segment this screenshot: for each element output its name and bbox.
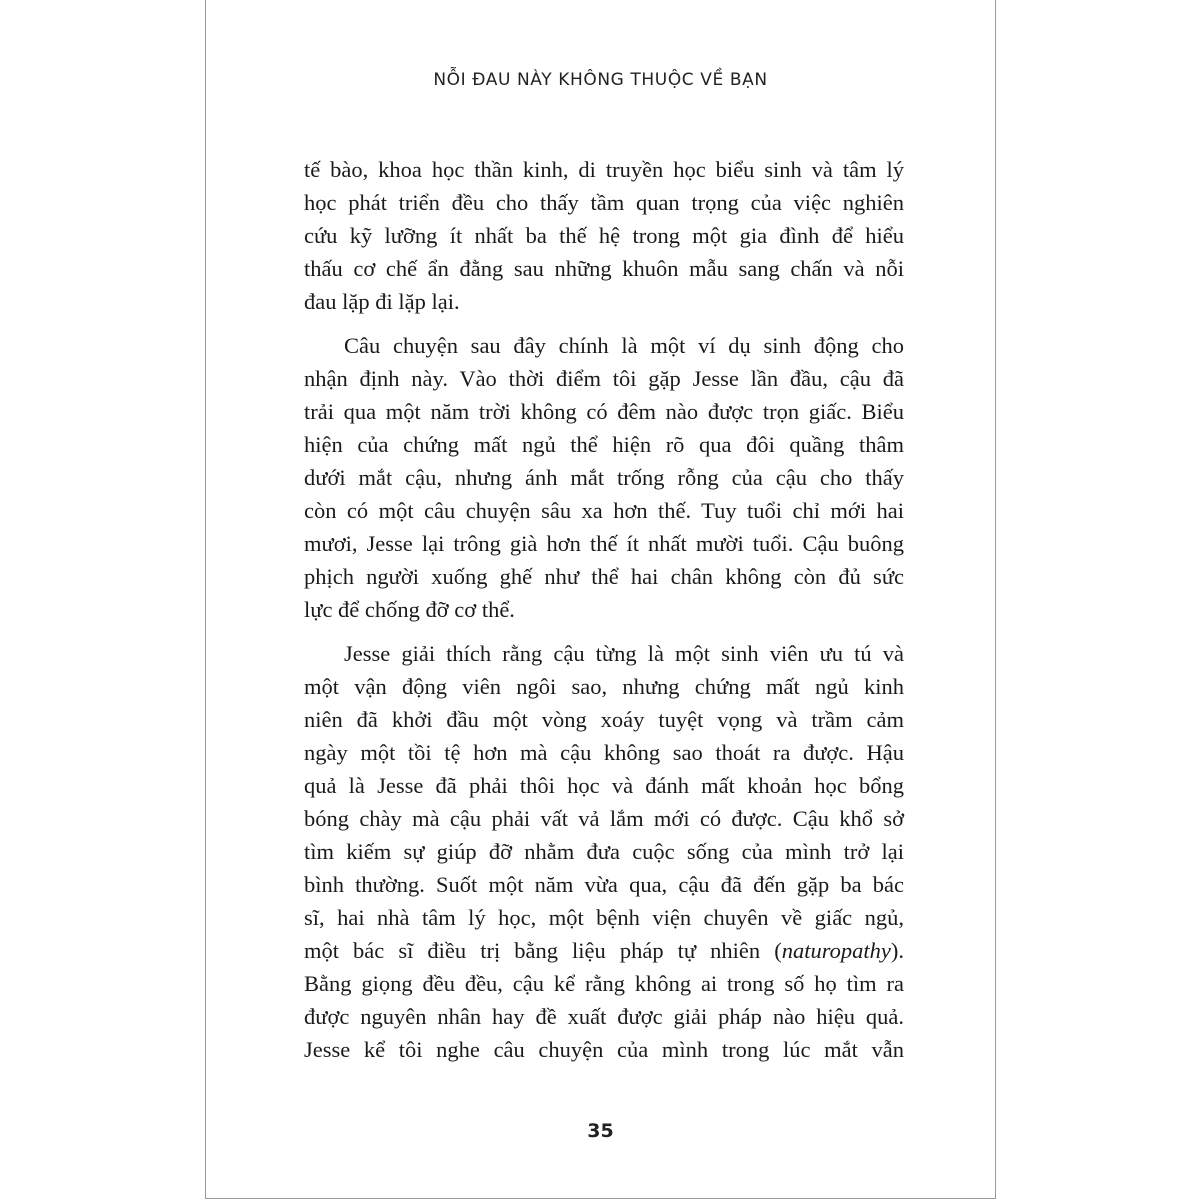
paragraph-2 xyxy=(304,329,904,626)
text-line: trải qua một năm trời không có đêm nào được trọn giấc. Biểu xyxy=(304,399,904,424)
text-line: mươi, Jesse lại trông già hơn thế ít nhất mười tuổi. Cậu buông xyxy=(304,531,904,556)
text-line: Jesse giải thích rằng cậu từng là một sinh viên ưu tú và xyxy=(344,641,904,666)
text-line: hiện của chứng mất ngủ thể hiện rõ qua đôi quầng thâm xyxy=(304,432,904,457)
text-line: học phát triển đều cho thấy tầm quan trọng của việc nghiên xyxy=(304,190,904,215)
text-line: Bằng giọng đều đều, cậu kể rằng không ai trong số họ tìm ra xyxy=(304,971,904,996)
paragraph-3 xyxy=(304,637,904,1066)
text-segment: ). xyxy=(890,938,904,963)
text-line: được nguyên nhân hay đề xuất được giải pháp nào hiệu quả. xyxy=(304,1004,904,1029)
text-line: tìm kiếm sự giúp đỡ nhằm đưa cuộc sống của mình trở lại xyxy=(304,839,904,864)
text-line: ngày một tồi tệ hơn mà cậu không sao thoát ra được. Hậu xyxy=(304,740,904,765)
page-number: 35 xyxy=(587,1120,614,1142)
text-line: phịch người xuống ghế như thể hai chân không còn đủ sức xyxy=(304,564,904,589)
text-line: tế bào, khoa học thần kinh, di truyền học biểu sinh và tâm lý xyxy=(304,157,904,182)
text-line: một vận động viên ngôi sao, nhưng chứng mất ngủ kinh xyxy=(304,674,904,699)
text-line: đau lặp đi lặp lại. xyxy=(304,289,460,314)
text-line: bình thường. Suốt một năm vừa qua, cậu đã đến gặp ba bác xyxy=(304,872,904,897)
text-line: nhận định này. Vào thời điểm tôi gặp Jesse lần đầu, cậu đã xyxy=(304,366,904,391)
text-line: Câu chuyện sau đây chính là một ví dụ sinh động cho xyxy=(344,333,904,358)
text-line: niên đã khởi đầu một vòng xoáy tuyệt vọng và trầm cảm xyxy=(304,707,904,732)
text-line: thấu cơ chế ẩn đằng sau những khuôn mẫu sang chấn và nỗi xyxy=(304,256,904,281)
text-line: sĩ, hai nhà tâm lý học, một bệnh viện chuyên về giấc ngủ, xyxy=(304,905,904,930)
text-line-with-italic xyxy=(304,934,904,967)
text-segment: một bác sĩ điều trị bằng liệu pháp tự nhiên ( xyxy=(304,938,782,963)
book-page xyxy=(205,0,996,1199)
text-line: còn có một câu chuyện sâu xa hơn thế. Tuy tuổi chỉ mới hai xyxy=(304,498,904,523)
text-line: Jesse kể tôi nghe câu chuyện của mình trong lúc mắt vẫn xyxy=(304,1037,904,1062)
text-line: bóng chày mà cậu phải vất vả lắm mới có được. Cậu khổ sở xyxy=(304,806,904,831)
running-header: NỖI ĐAU NÀY KHÔNG THUỘC VỀ BẠN xyxy=(433,70,768,90)
paragraph-1 xyxy=(304,153,904,318)
italic-term: naturopathy xyxy=(781,938,891,963)
text-line: dưới mắt cậu, nhưng ánh mắt trống rỗng của cậu cho thấy xyxy=(304,465,904,490)
text-line: cứu kỹ lưỡng ít nhất ba thế hệ trong một gia đình để hiểu xyxy=(304,223,904,248)
body-text xyxy=(304,153,904,1077)
text-line: lực để chống đỡ cơ thể. xyxy=(304,597,515,622)
text-line: quả là Jesse đã phải thôi học và đánh mất khoản học bổng xyxy=(304,773,904,798)
